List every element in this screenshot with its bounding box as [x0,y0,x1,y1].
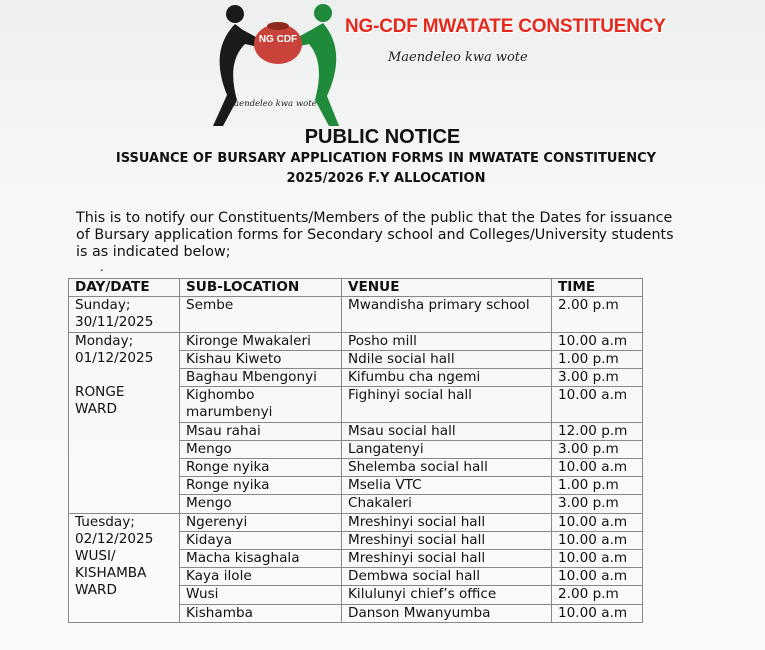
venue-cell: Mwandisha primary school [342,297,552,332]
header-day-date: DAY/DATE [69,279,180,297]
day-line: WARD [75,582,117,599]
sub-location-cell: Kidaya [180,531,342,549]
logo-pot-text: NG CDF [258,34,298,45]
venue-cell: Chakaleri [342,495,552,513]
logo-script: Maendeleo kwa wote [225,99,317,109]
day-line: Monday; [75,332,134,349]
sub-location-cell: Baghau Mbengonyi [180,369,342,387]
day-line: 30/11/2025 [75,314,154,331]
venue-cell: Fighinyi social hall [342,387,552,422]
time-cell: 1.00 p.m [552,350,643,368]
venue-cell: Kilulunyi chief’s office [342,586,552,604]
brand-motto: Maendeleo kwa wote [388,50,528,65]
sub-location-cell: Kironge Mwakaleri [180,332,342,350]
venue-cell: Ndile social hall [342,350,552,368]
venue-cell: Mreshinyi social hall [342,531,552,549]
day-line-spacer [75,367,179,384]
time-cell: 3.00 p.m [552,440,643,458]
sub-location-cell: Wusi [180,586,342,604]
venue-cell: Danson Mwanyumba [342,604,552,622]
logo-figure-head-green [314,4,332,22]
logo-pot-rim [267,22,289,30]
table-row [69,513,643,531]
time-cell: 10.00 a.m [552,513,643,531]
venue-cell: Shelemba social hall [342,459,552,477]
time-cell: 10.00 a.m [552,332,643,350]
time-cell: 2.00 p.m [552,297,643,332]
time-cell: 10.00 a.m [552,387,643,422]
sub-location-cell: Kighombo marumbenyi [180,387,342,422]
ngcdf-logo [205,0,350,128]
time-cell: 10.00 a.m [552,531,643,549]
notice-subtitle-line2: 2025/2026 F.Y ALLOCATION [286,171,486,186]
time-cell: 10.00 a.m [552,604,643,622]
sub-location-cell: Kaya ilole [180,568,342,586]
venue-cell: Posho mill [342,332,552,350]
venue-cell: Msau social hall [342,422,552,440]
brand-title: NG-CDF MWATATE CONSTITUENCY [345,16,666,37]
day-line: Sunday; [75,297,131,314]
venue-cell: Mreshinyi social hall [342,513,552,531]
day-cell [69,513,180,622]
time-cell: 12.00 p.m [552,422,643,440]
day-line: WUSI/ [75,548,116,565]
table-row [69,297,643,332]
sub-location-cell: Kishau Kiweto [180,350,342,368]
sub-location-cell: Mengo [180,440,342,458]
time-cell: 10.00 a.m [552,459,643,477]
stray-dot: . [100,260,104,274]
time-cell: 2.00 p.m [552,586,643,604]
schedule-table [68,278,643,623]
day-line: WARD [75,401,117,418]
header-sub-location: SUB-LOCATION [180,279,342,297]
sub-location-cell: Sembe [180,297,342,332]
sub-location-cell: Msau rahai [180,422,342,440]
time-cell: 3.00 p.m [552,369,643,387]
notice-title: PUBLIC NOTICE [304,126,461,148]
sub-location-cell: Mengo [180,495,342,513]
notice-subtitle-line1: ISSUANCE OF BURSARY APPLICATION FORMS IN MWATATE CONSTITUENCY [115,151,657,166]
sub-location-cell: Ronge nyika [180,459,342,477]
venue-cell: Mreshinyi social hall [342,550,552,568]
venue-cell: Dembwa social hall [342,568,552,586]
table-row [69,332,643,350]
day-line: RONGE [75,384,125,401]
header-venue: VENUE [342,279,552,297]
day-line: 01/12/2025 [75,349,154,366]
venue-cell: Mselia VTC [342,477,552,495]
time-cell: 1.00 p.m [552,477,643,495]
day-cell [69,332,180,513]
time-cell: 3.00 p.m [552,495,643,513]
day-line: Tuesday; [75,513,135,530]
day-cell [69,297,180,332]
table-header-row [69,279,643,297]
intro-paragraph: This is to notify our Constituents/Members of the public that the Dates for issuance of Bursary application forms for Secondary school and Colleges/University students is as indicated below; [76,210,674,260]
time-cell: 10.00 a.m [552,568,643,586]
sub-location-cell: Ronge nyika [180,477,342,495]
time-cell: 10.00 a.m [552,550,643,568]
sub-location-cell: Kishamba [180,604,342,622]
venue-cell: Kifumbu cha ngemi [342,369,552,387]
header-time: TIME [552,279,643,297]
venue-cell: Langatenyi [342,440,552,458]
logo-figure-head-black [226,5,244,23]
day-line: 02/12/2025 [75,530,154,547]
sub-location-cell: Ngerenyi [180,513,342,531]
sub-location-cell: Macha kisaghala [180,550,342,568]
day-line: KISHAMBA [75,565,147,582]
